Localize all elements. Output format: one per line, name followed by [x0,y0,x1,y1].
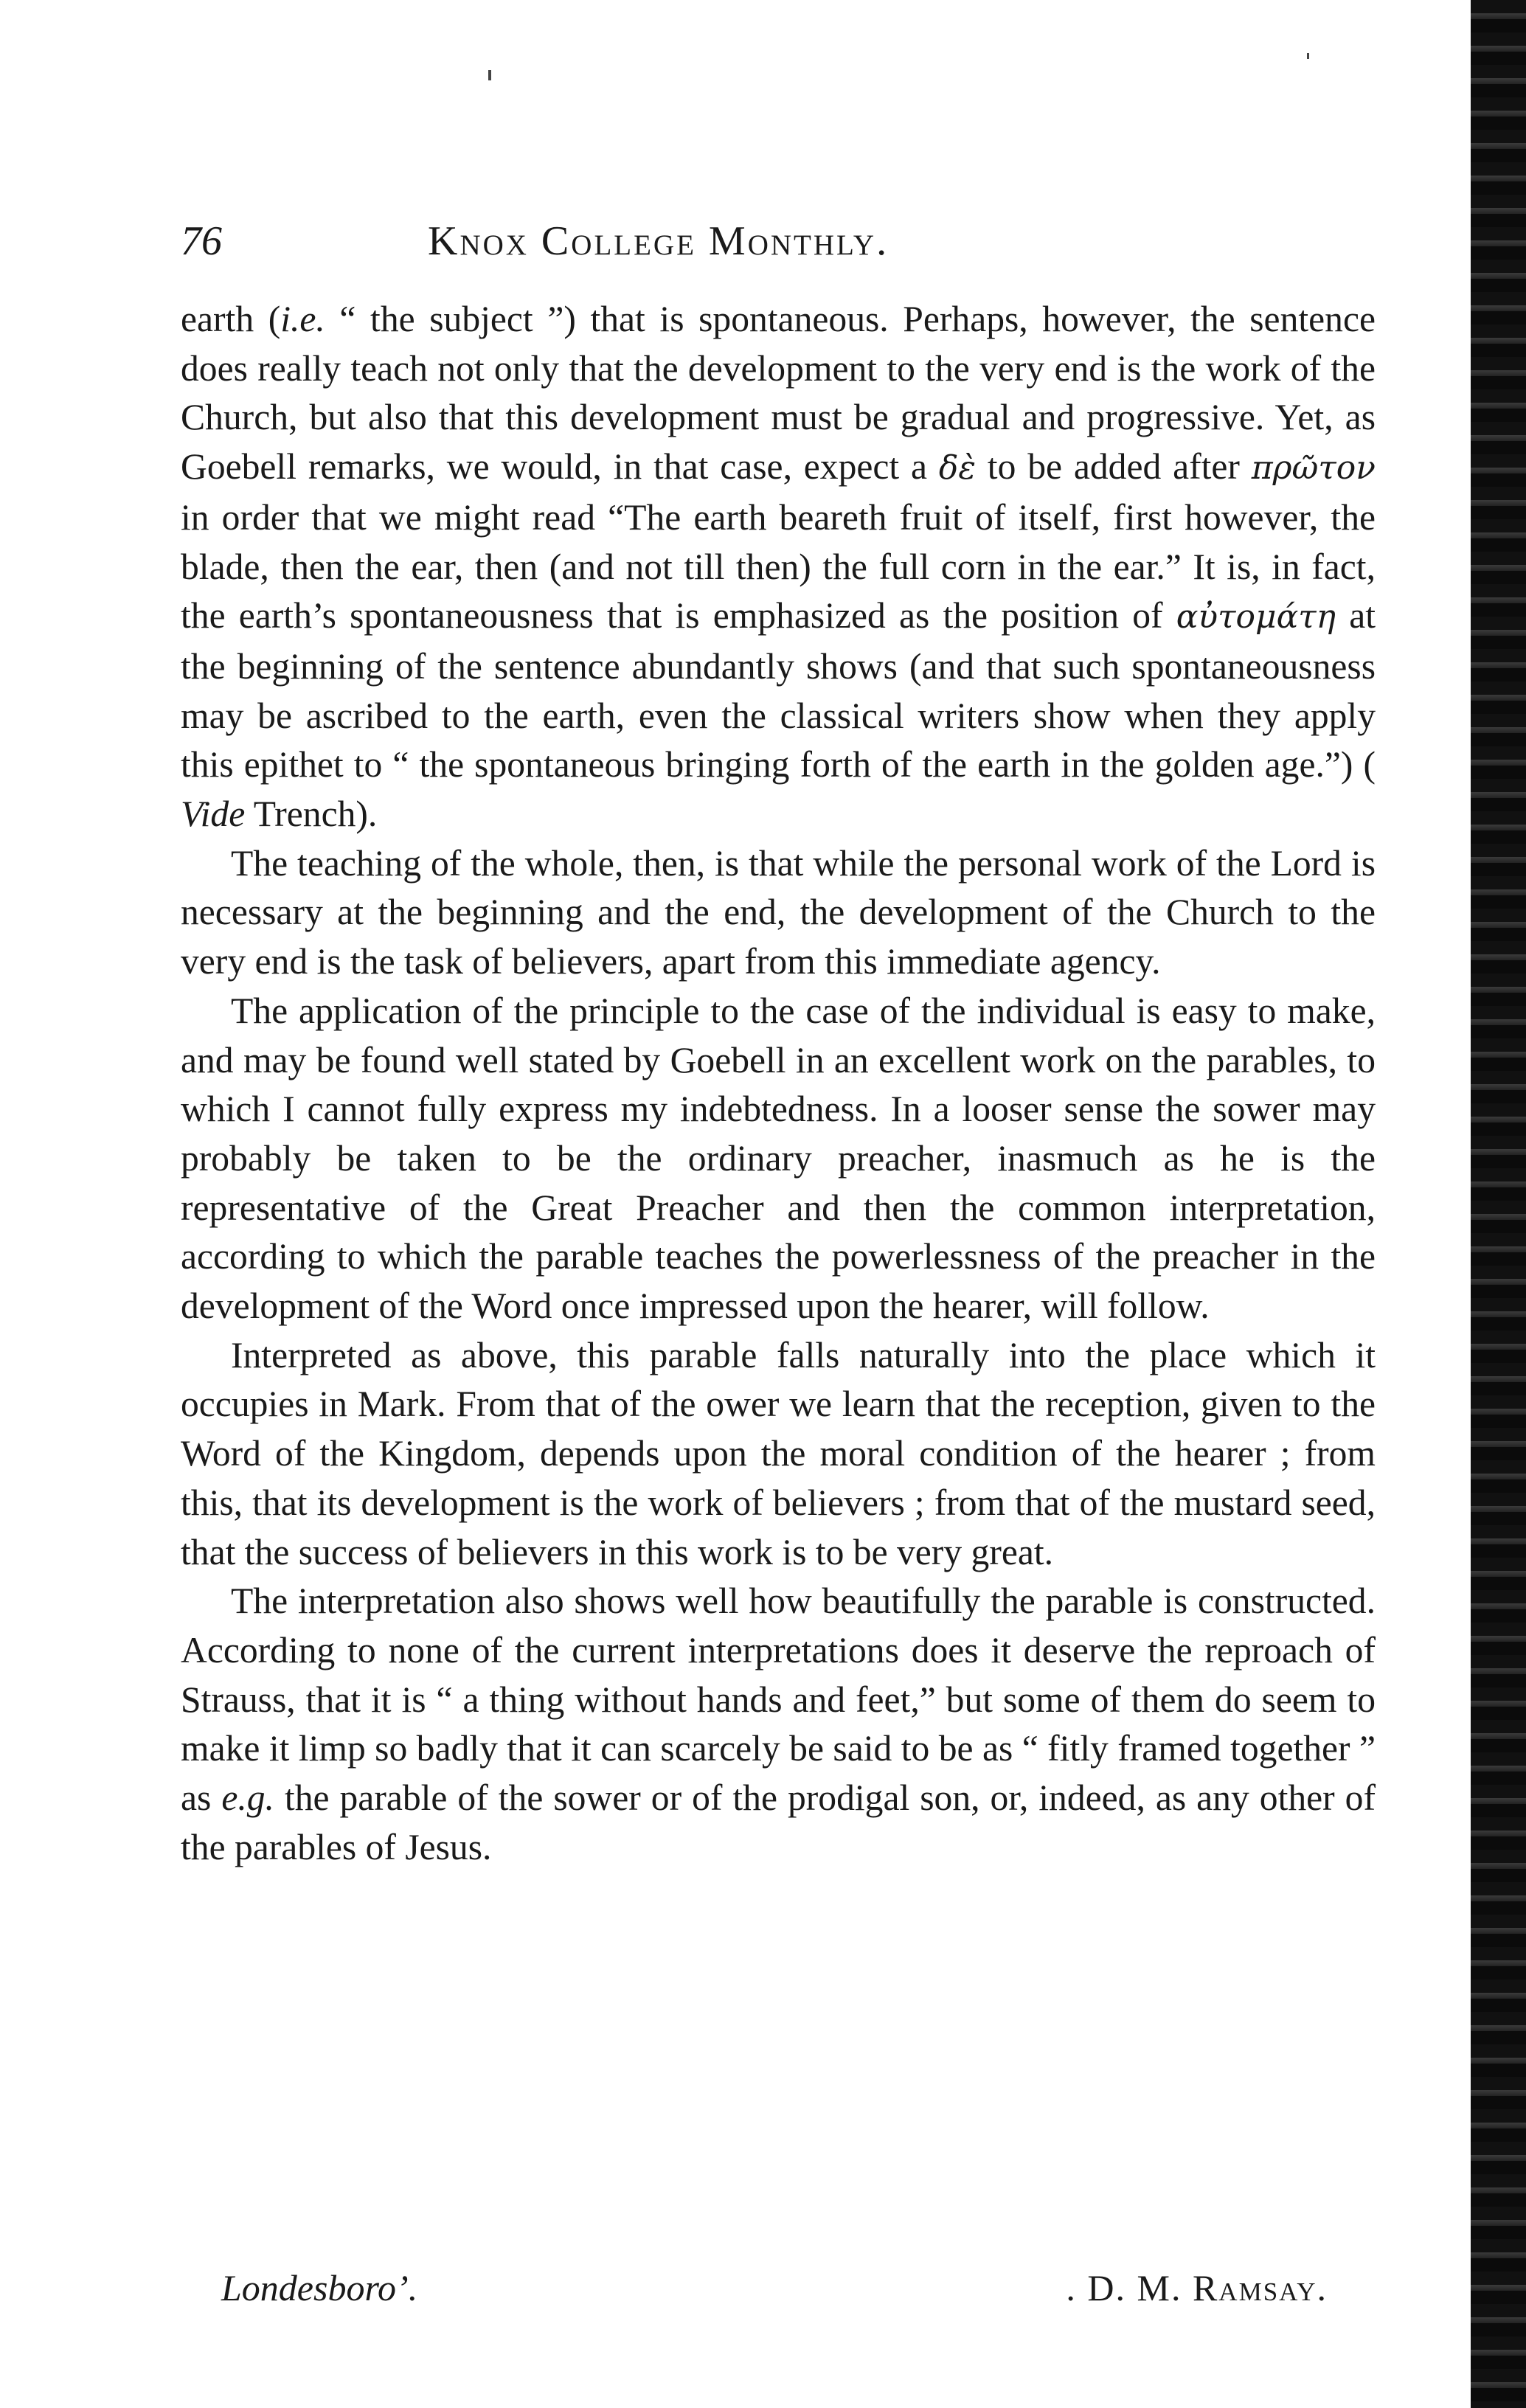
signoff-author: . D. M. Ramsay. [1066,2267,1328,2308]
italic-text: e.g. [221,1777,274,1819]
paragraph-text: The application of the principle to the case of the individual is easy to make, and may be found well stated by Goebell in an excellent work on the parables, to which I cannot fully express my indebtedness. In a looser sense the sower may probably be taken to be the ordinary preacher, inasmuch as he is the representative of the Great Preacher and then the common interpretation, according to which the parable teaches the powerlessness of the preacher in the development of the Word once impressed upon the hearer, will follow. [181,990,1376,1327]
running-title: Knox College Monthly. [428,218,889,264]
paragraph-text: the parable of the sower or of the prodigal son, or, indeed, as any other of the parables of Jesus. [181,1777,1376,1867]
paragraph [181,987,1376,1331]
greek-word: αὐτομάτη [1176,598,1336,636]
paragraph-text: in order that we might read “The earth beareth fruit of itself, first however, the blade, then the ear, then (and not till then) the full corn in the ear.” It is, in fact, the earth’s spontaneousness that is emphasized as the position of [181,496,1376,636]
italic-text: Vide [181,794,246,835]
greek-word: δὲ [938,449,976,488]
paragraph [181,1577,1376,1872]
scan-speck [488,70,491,80]
paragraph-text: Interpreted as above, this parable falls naturally into the place which it occupies in Mark. From that of the ower we learn that the reception, given to the Word of the Kingdom, depends upon the moral condition of the hearer ; from this, that its development is the work of believers ; from that of the mustard seed, that the success of believers in this work is to be very great. [181,1334,1376,1572]
paragraph-text: Trench). [245,794,378,835]
paragraph-text: earth ( [181,299,281,339]
paragraph-text: to be added after [975,446,1252,488]
paragraph [181,295,1376,839]
paragraph [181,839,1376,987]
paragraph-text: The interpretation also shows well how beautifully the parable is constructed. According to none of the current interpretations does it deserve the reproach of Strauss, that it is “ a thing without hands and feet,” but some of them do seem to make it limp so badly that it can scarcely be said to be as “ fitly framed together ” as [181,1581,1376,1819]
page-number: 76 [181,218,222,264]
greek-word: πρῶτον [1251,449,1376,488]
paragraph [181,1331,1376,1578]
paragraph-text: at the beginning of the sentence abundantly shows (and that such spontaneousness may be ascribed to the earth, even the classical writers show when they apply this epithet to “ the spontaneous bringing forth of the earth in the golden age.”) ( [181,595,1376,785]
signoff-place: Londesboro’. [221,2267,418,2308]
scan-speck [1307,53,1309,59]
scan-edge-shadow [1471,0,1526,2408]
page-header [181,218,1376,277]
signoff [181,2266,1376,2318]
body-text [181,295,1376,1873]
paragraph-text: “ the subject ”) that is spontaneous. Perhaps, however, the sentence does really teach not only that the development to the very end is the work of the Church, but also that this development must be gradual and progressive. Yet, as Goebell remarks, we would, in that case, expect a [181,299,1376,488]
italic-text: i.e. [280,299,325,339]
paragraph-text: The teaching of the whole, then, is that while the personal work of the Lord is necessary at the beginning and the end, the development of the Church to the very end is the task of believers, apart from this immediate agency. [181,842,1376,982]
